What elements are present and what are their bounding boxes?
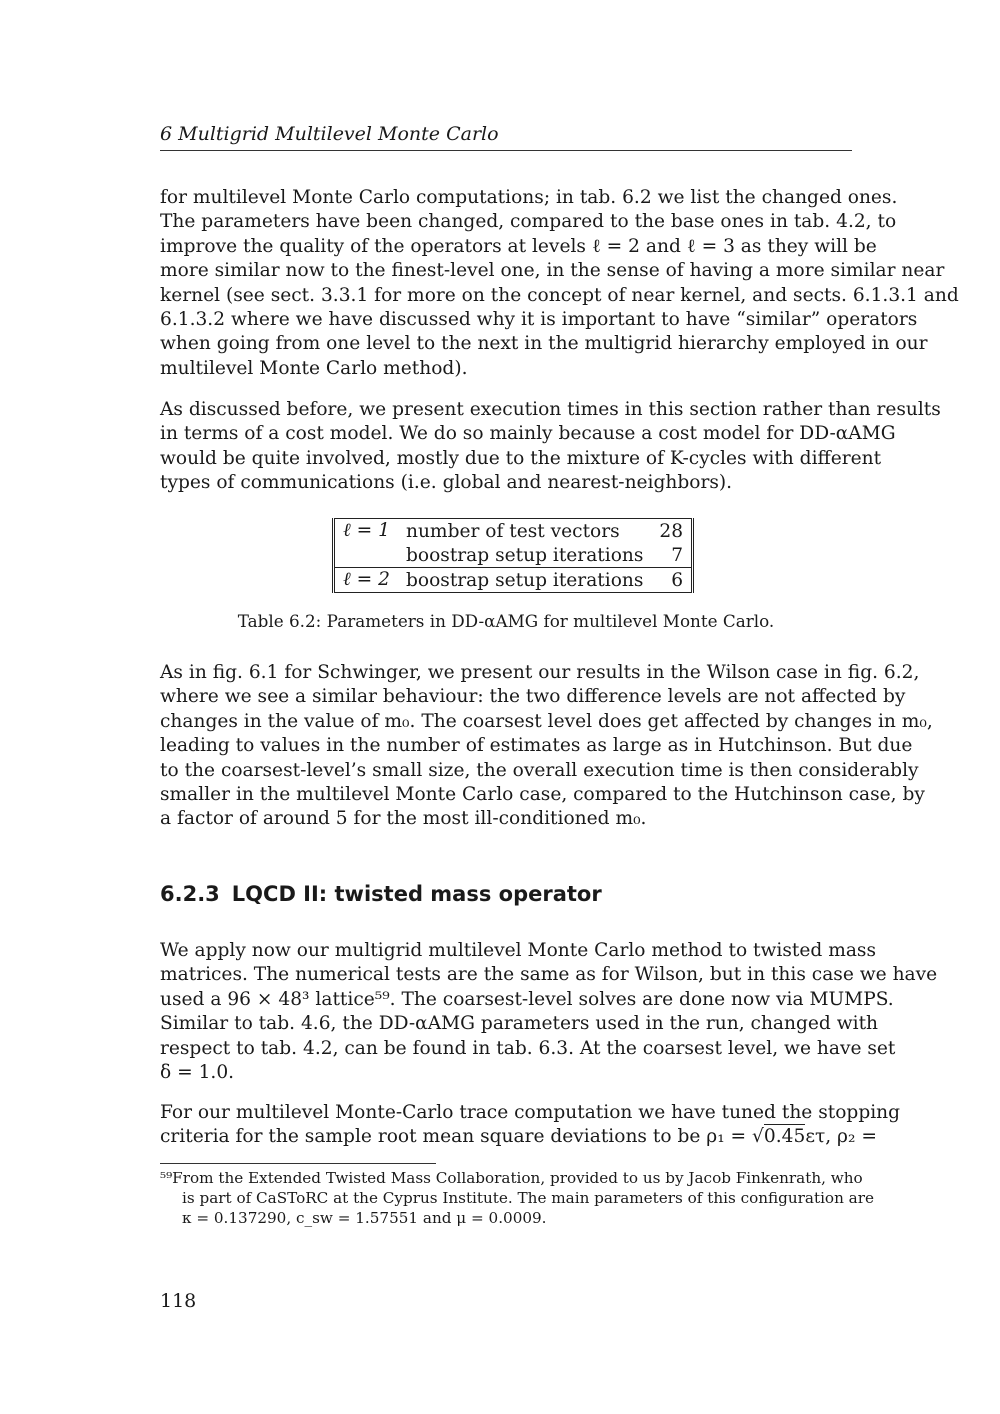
text-line: δ = 1.0.	[160, 1062, 235, 1084]
text-line: a factor of around 5 for the most ill-conditioned m₀.	[160, 808, 647, 830]
text-line: As in fig. 6.1 for Schwinger, we present our results in the Wilson case in fig. 6.2,	[160, 662, 920, 683]
text-line: improve the quality of the operators at levels ℓ = 2 and ℓ = 3 as they will be	[160, 235, 877, 257]
text-line: We apply now our multigrid multilevel Monte Carlo method to twisted mass	[160, 940, 877, 961]
text-line: Similar to tab. 4.6, the DD-αAMG parameters used in the run, changed with	[160, 1013, 879, 1035]
level-cell	[334, 543, 398, 568]
value-cell: 7	[671, 544, 684, 566]
header-rule	[160, 150, 852, 151]
text-line: The parameters have been changed, compared to the base ones in tab. 4.2, to	[160, 211, 897, 233]
paragraph-2	[160, 398, 941, 496]
table-caption: Table 6.2: Parameters in DD-αAMG for multilevel Monte Carlo.	[237, 611, 775, 631]
footnote-rule	[160, 1163, 436, 1164]
param-cell: number of test vectors	[405, 520, 620, 542]
text-line: would be quite involved, mostly due to the mixture of K-cycles with different	[160, 447, 882, 469]
text-line: criteria for the sample root mean square deviations to be ρ₁ = √0.45ετ, ρ₂ =	[160, 1126, 877, 1148]
text-line: in terms of a cost model. We do so mainly because a cost model for DD-αAMG	[160, 423, 896, 445]
text-line: multilevel Monte Carlo method).	[160, 357, 468, 379]
section-number: 6.2.3	[160, 882, 220, 906]
text-line: types of communications (i.e. global and nearest-neighbors).	[160, 472, 733, 494]
table-row	[334, 568, 693, 593]
footnote-line: ⁵⁹From the Extended Twisted Mass Collaboration, provided to us by Jacob Finkenrath, who	[160, 1169, 863, 1187]
text-line: to the coarsest-level’s small size, the overall execution time is then considerably	[160, 759, 919, 781]
value-cell: 28	[659, 520, 684, 542]
running-header: 6 Multigrid Multilevel Monte Carlo	[160, 123, 499, 145]
text-line: more similar now to the finest-level one, in the sense of having a more similar near	[160, 260, 945, 282]
text-line: used a 96 × 48³ lattice⁵⁹. The coarsest-level solves are done now via MUMPS.	[160, 988, 894, 1010]
table-row	[334, 543, 693, 568]
text-line: As discussed before, we present execution times in this section rather than results	[160, 399, 941, 420]
paragraph-1	[160, 186, 959, 381]
parameters-table	[332, 518, 694, 593]
param-cell: boostrap setup iterations	[405, 544, 644, 566]
footnote-line: κ = 0.137290, c_sw = 1.57551 and μ = 0.0009.	[182, 1209, 547, 1227]
paragraph-5	[160, 1101, 901, 1150]
footnote-line: is part of CaSToRC at the Cyprus Institute. The main parameters of this configuration are	[182, 1189, 874, 1207]
footnote	[160, 1168, 874, 1228]
table-row	[334, 519, 693, 544]
text-segment: criteria for the sample root mean square deviations to be ρ₁ =	[160, 1126, 747, 1148]
page-number: 118	[160, 1290, 197, 1312]
param-cell: boostrap setup iterations	[398, 568, 651, 593]
level-cell: ℓ = 2	[334, 568, 398, 593]
paragraph-3	[160, 661, 933, 832]
text-line: for multilevel Monte Carlo computations; in tab. 6.2 we list the changed ones.	[160, 187, 898, 208]
parameters-table-wrap	[332, 518, 694, 593]
section-heading	[160, 882, 602, 906]
text-segment: ετ, ρ₂ =	[805, 1126, 877, 1148]
text-line: smaller in the multilevel Monte Carlo case, compared to the Hutchinson case, by	[160, 784, 925, 806]
text-line: matrices. The numerical tests are the same as for Wilson, but in this case we have	[160, 964, 938, 986]
level-cell: ℓ = 1	[343, 520, 390, 541]
value-cell: 6	[651, 568, 692, 593]
text-line: For our multilevel Monte-Carlo trace computation we have tuned the stopping	[160, 1102, 901, 1123]
paragraph-4	[160, 939, 938, 1085]
text-line: where we see a similar behaviour: the two difference levels are not affected by	[160, 686, 906, 708]
text-line: leading to values in the number of estimates as large as in Hutchinson. But due	[160, 735, 913, 757]
text-line: 6.1.3.2 where we have discussed why it is important to have “similar” operators	[160, 309, 918, 331]
text-line: kernel (see sect. 3.3.1 for more on the concept of near kernel, and sects. 6.1.3.1 and	[160, 284, 959, 306]
text-line: changes in the value of m₀. The coarsest level does get affected by changes in m₀,	[160, 710, 933, 732]
text-line: when going from one level to the next in the multigrid hierarchy employed in our	[160, 333, 928, 355]
sqrt-radicand: 0.45	[763, 1126, 806, 1148]
text-line: respect to tab. 4.2, can be found in tab. 6.3. At the coarsest level, we have set	[160, 1037, 896, 1059]
section-title: LQCD II: twisted mass operator	[231, 882, 602, 906]
